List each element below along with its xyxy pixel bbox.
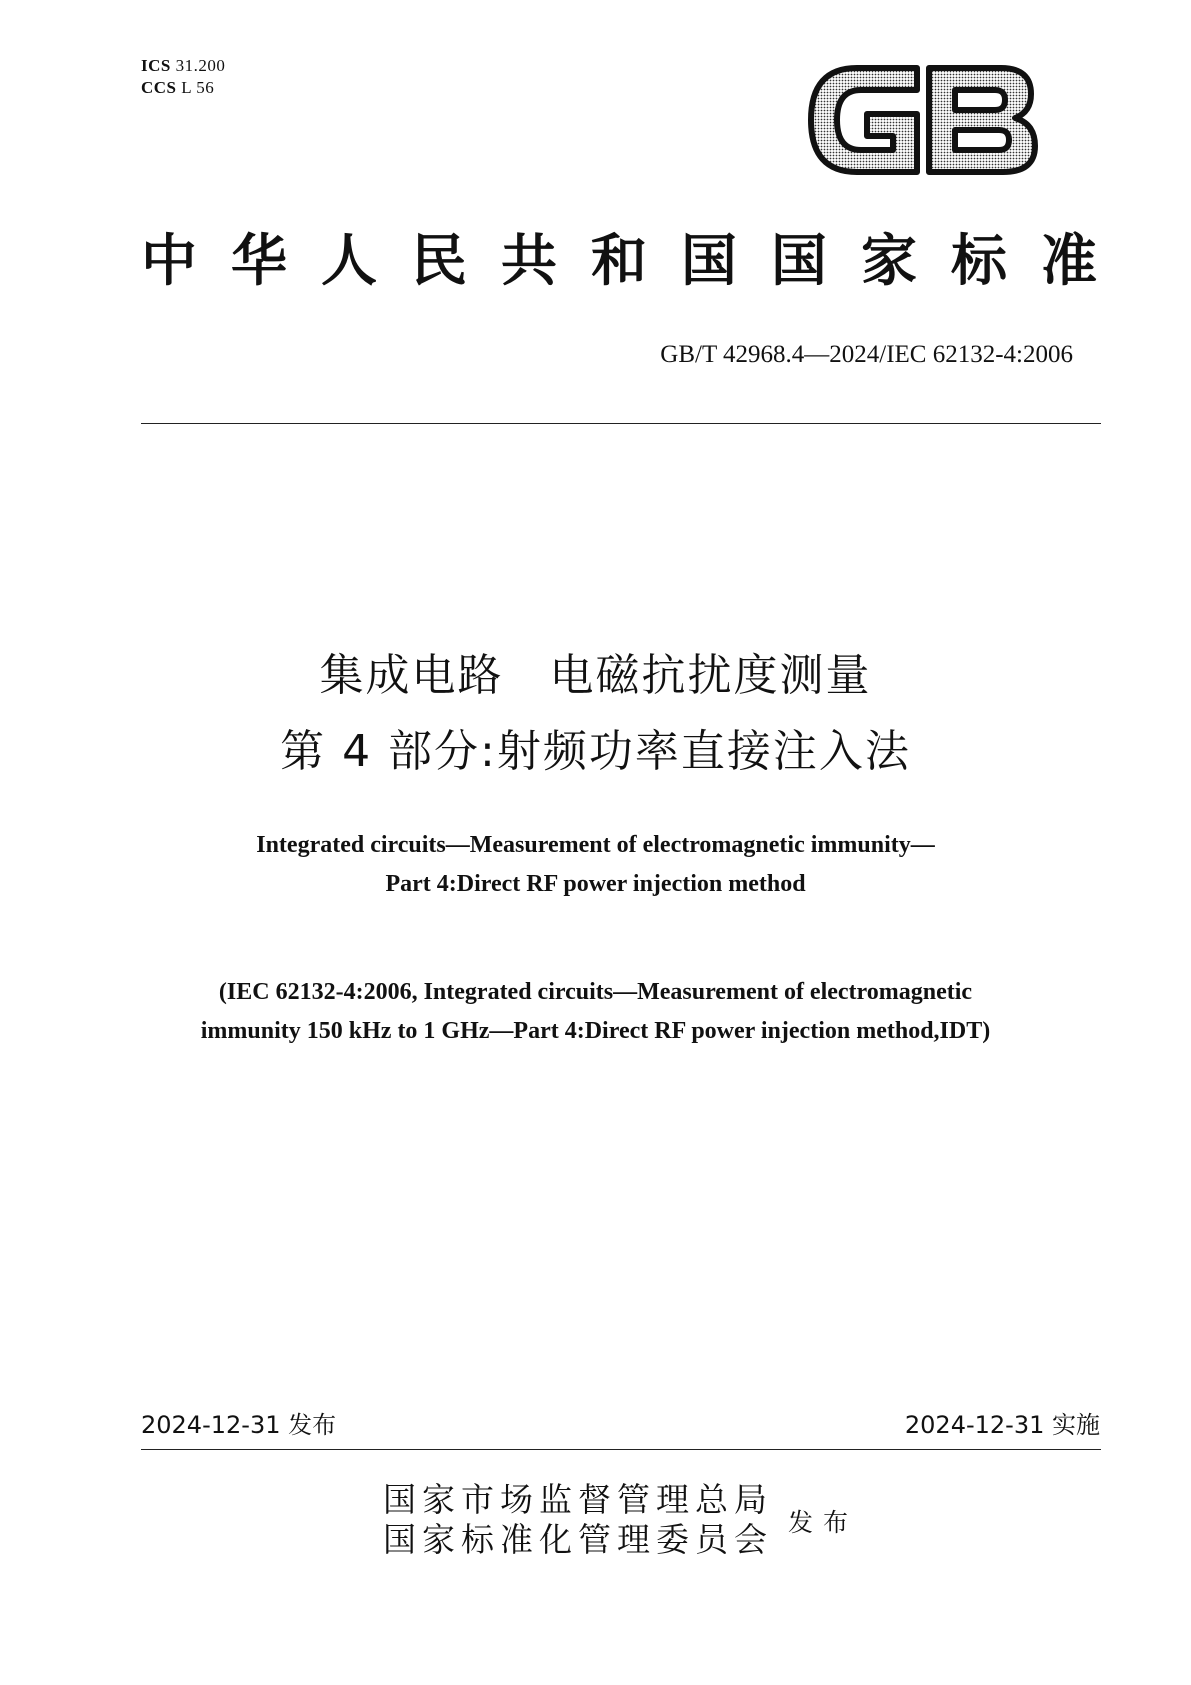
implement-date: 2024-12-31 实施 bbox=[904, 1411, 1100, 1439]
bottom-divider bbox=[141, 1449, 1101, 1450]
issuer-samr: 国家市场监督管理总局 bbox=[383, 1480, 773, 1519]
reference-line2: immunity 150 kHz to 1 GHz—Part 4:Direct RF power injection method,IDT) bbox=[200, 1018, 991, 1044]
gb-logo-icon bbox=[805, 58, 1041, 182]
reference-line1: (IEC 62132-4:2006, Integrated circuits—Measurement of electromagnetic bbox=[218, 979, 973, 1005]
title-en-line2: Part 4:Direct RF power injection method bbox=[385, 871, 806, 897]
top-divider bbox=[141, 423, 1101, 424]
standard-number: GB/T 42968.4—2024/IEC 62132-4:2006 bbox=[660, 341, 1073, 368]
national-standard-title: 中华人民共和国国家标准 bbox=[141, 228, 1101, 294]
ics-value: 31.200 bbox=[175, 56, 226, 75]
title-zh-line1: 集成电路 电磁抗扰度测量 bbox=[319, 650, 872, 701]
issuer-sac: 国家标准化管理委员会 bbox=[383, 1520, 773, 1559]
issuer-block bbox=[383, 1480, 863, 1570]
ics-label: ICS bbox=[141, 56, 171, 75]
title-zh-line2: 第 4 部分:射频功率直接注入法 bbox=[280, 726, 911, 777]
issue-action: 发布 bbox=[788, 1508, 859, 1537]
publish-date: 2024-12-31 发布 bbox=[141, 1411, 337, 1439]
title-en-line1: Integrated circuits—Measurement of electromagnetic immunity— bbox=[256, 832, 935, 858]
ccs-code bbox=[141, 78, 214, 98]
ccs-label: CCS bbox=[141, 78, 177, 97]
ics-code bbox=[141, 56, 225, 76]
ccs-value: L 56 bbox=[181, 78, 215, 97]
